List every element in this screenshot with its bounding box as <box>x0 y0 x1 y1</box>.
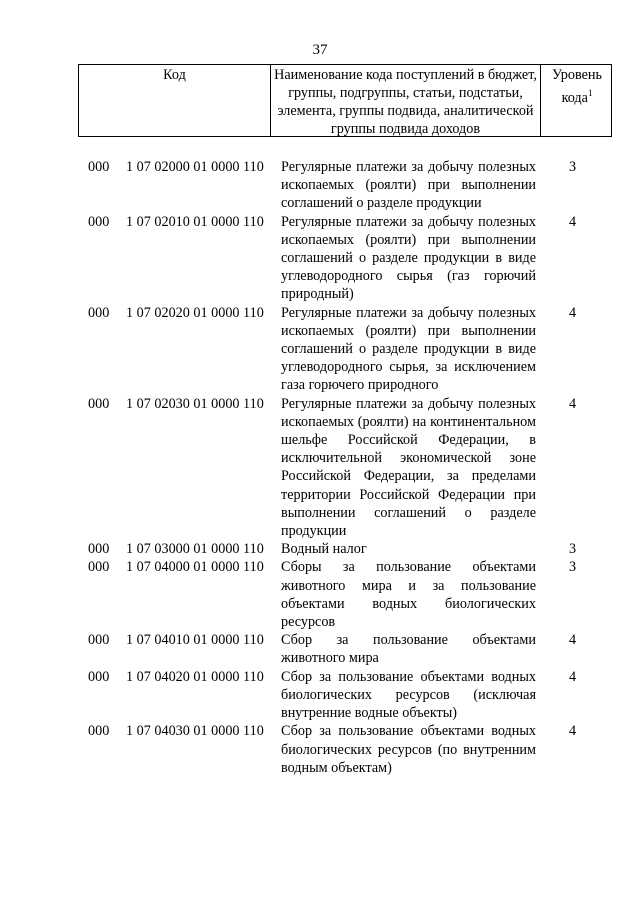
row-name: Регулярные платежи за добычу полезных ископаемых (роялти) при выполнении соглашений о разделе продукции <box>281 159 536 212</box>
row-admin-code: 000 <box>88 559 110 576</box>
row-admin-code: 000 <box>88 213 110 230</box>
row-level: 3 <box>569 559 577 576</box>
row-level: 4 <box>569 632 577 649</box>
row-name: Регулярные платежи за добычу полезных ископаемых (роялти) на континентальном шельфе Российской Федерации, в исключительной экономической зоне Российской Федерации, за пределами территории Российской Федерации при выполнении соглашений о разделе продукции <box>281 395 536 540</box>
table-header <box>78 64 612 137</box>
table-row <box>0 722 640 777</box>
header-level <box>541 65 613 136</box>
row-revenue-code: 1 07 02010 01 0000 110 <box>126 213 264 230</box>
row-revenue-code: 1 07 04030 01 0000 110 <box>126 723 264 740</box>
table-row <box>0 395 640 541</box>
row-revenue-code: 1 07 04000 01 0000 110 <box>126 559 264 576</box>
row-revenue-code: 1 07 02000 01 0000 110 <box>126 159 264 175</box>
row-name: Регулярные платежи за добычу полезных ископаемых (роялти) при выполнении соглашений о разделе продукции в виде углеводородного сырья (газ горючий природный) <box>281 213 536 303</box>
table-row <box>0 668 640 723</box>
table-row <box>0 631 640 667</box>
row-name: Сборы за пользование объектами животного мира и за пользование объектами водных биологических ресурсов <box>281 559 536 631</box>
header-name <box>271 65 541 136</box>
header-level-footnote: 1 <box>587 88 593 98</box>
row-revenue-code: 1 07 02020 01 0000 110 <box>126 304 264 321</box>
table-body <box>0 158 640 777</box>
row-revenue-code: 1 07 04010 01 0000 110 <box>126 632 264 649</box>
header-code-label: Код <box>163 67 186 83</box>
table-row <box>0 158 640 213</box>
row-name: Сбор за пользование объектами водных биологических ресурсов (по внутренним водным объектам) <box>281 723 536 776</box>
row-name: Водный налог <box>281 541 367 558</box>
table-row <box>0 304 640 395</box>
header-level-label: Уровень кода <box>552 67 602 106</box>
row-level: 3 <box>569 541 577 558</box>
row-level: 4 <box>569 668 577 685</box>
page-number: 37 <box>312 42 328 58</box>
row-level: 3 <box>569 159 577 175</box>
header-name-label: Наименование кода поступлений в бюджет, группы, подгруппы, статьи, подстатьи, элемента, группы подвида, аналитической группы подвида доходов <box>274 67 537 137</box>
row-admin-code: 000 <box>88 723 110 740</box>
row-level: 4 <box>569 304 577 321</box>
row-admin-code: 000 <box>88 668 110 685</box>
row-admin-code: 000 <box>88 395 110 412</box>
row-name: Сбор за пользование объектами водных биологических ресурсов (исключая внутренние водные объекты) <box>281 668 536 722</box>
table-row <box>0 540 640 558</box>
row-revenue-code: 1 07 03000 01 0000 110 <box>126 541 264 558</box>
row-name: Сбор за пользование объектами животного мира <box>281 632 536 667</box>
row-name: Регулярные платежи за добычу полезных ископаемых (роялти) при выполнении соглашений о разделе продукции в виде углеводородного сырья, за исключением газа горючего природного <box>281 304 536 394</box>
row-admin-code: 000 <box>88 159 110 175</box>
row-admin-code: 000 <box>88 304 110 321</box>
row-admin-code: 000 <box>88 541 110 558</box>
row-admin-code: 000 <box>88 632 110 649</box>
table-row <box>0 213 640 304</box>
row-revenue-code: 1 07 04020 01 0000 110 <box>126 668 264 685</box>
header-code <box>79 65 271 136</box>
row-revenue-code: 1 07 02030 01 0000 110 <box>126 395 264 412</box>
row-level: 4 <box>569 395 577 412</box>
row-level: 4 <box>569 723 577 740</box>
table-row <box>0 558 640 631</box>
row-level: 4 <box>569 213 577 230</box>
